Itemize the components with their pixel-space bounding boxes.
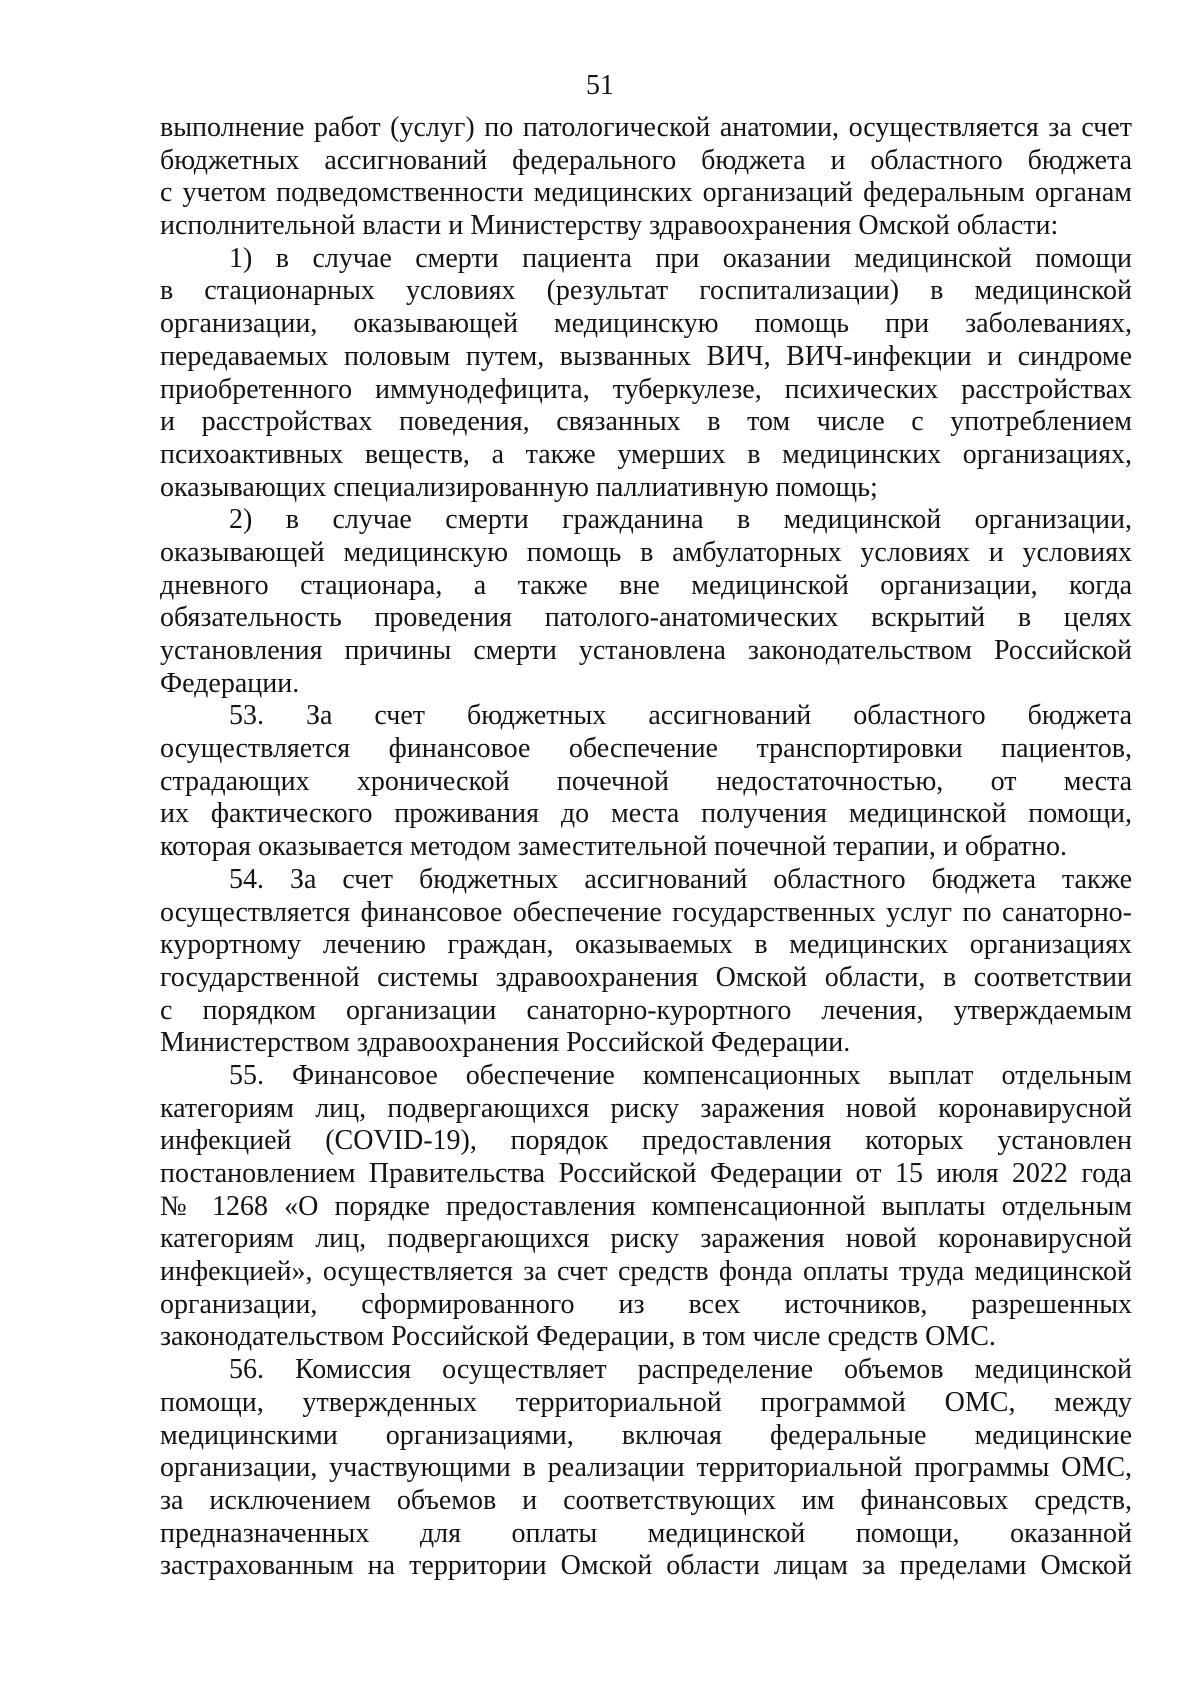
text-line: 56. Комиссия осуществляет распределение объемов медицинской: [229, 1354, 1132, 1386]
text-line: застрахованным на территории Омской области лицам за пределами Омской: [160, 1550, 1132, 1582]
text-line: в стационарных условиях (результат госпитализации) в медицинской: [160, 275, 1132, 307]
text-line: их фактического проживания до места получения медицинской помощи,: [160, 798, 1132, 830]
text-line: оказывающих специализированную паллиативную помощь;: [160, 471, 878, 503]
text-line: установления причины смерти установлена законодательством Российской: [160, 635, 1132, 666]
text-line: организации, оказывающей медицинскую помощь при заболеваниях,: [160, 308, 1132, 340]
text-line: осуществляется финансовое обеспечение государственных услуг по санаторно-: [160, 896, 1132, 928]
text-line: 55. Финансовое обеспечение компенсационных выплат отдельным: [229, 1059, 1132, 1091]
text-line: инфекцией (COVID-19), порядок предоставления которых установлен: [160, 1125, 1132, 1157]
text-line: постановлением Правительства Российской Федерации от 15 июля 2022 года: [160, 1158, 1132, 1189]
page-number: 51: [586, 70, 614, 101]
text-line: помощи, утвержденных территориальной программой ОМС, между: [160, 1386, 1132, 1418]
text-line: курортному лечению граждан, оказываемых в медицинских организациях: [160, 929, 1132, 961]
text-line: организации, участвующими в реализации территориальной программы ОМС,: [160, 1452, 1132, 1484]
text-line: Федерации.: [160, 667, 300, 699]
text-line: Министерством здравоохранения Российской Федерации.: [160, 1027, 851, 1059]
text-line: предназначенных для оплаты медицинской помощи, оказанной: [160, 1517, 1132, 1549]
text-line: № 1268 «О порядке предоставления компенсационной выплаты отдельным: [160, 1190, 1132, 1222]
text-line: психоактивных веществ, а также умерших в медицинских организациях,: [160, 438, 1132, 470]
text-line: осуществляется финансовое обеспечение транспортировки пациентов,: [160, 733, 1132, 765]
text-line: законодательством Российской Федерации, в том числе средств ОМС.: [160, 1321, 996, 1353]
text-line: с учетом подведомственности медицинских организаций федеральным органам: [160, 177, 1132, 209]
text-line: передаваемых половым путем, вызванных ВИЧ, ВИЧ-инфекции и синдроме: [160, 340, 1132, 372]
text-line: 2) в случае смерти гражданина в медицинской организации,: [229, 504, 1132, 536]
text-line: 1) в случае смерти пациента при оказании медицинской помощи: [229, 242, 1132, 274]
text-line: оказывающей медицинскую помощь в амбулаторных условиях и условиях: [160, 536, 1132, 568]
text-line: категориям лиц, подвергающихся риску заражения новой коронавирусной: [160, 1223, 1132, 1255]
text-line: с порядком организации санаторно-курортного лечения, утверждаемым: [160, 994, 1132, 1026]
text-line: обязательность проведения патолого-анатомических вскрытий в целях: [160, 602, 1132, 634]
text-line: инфекцией», осуществляется за счет средств фонда оплаты труда медицинской: [160, 1256, 1132, 1288]
text-line: медицинскими организациями, включая федеральные медицинские: [160, 1419, 1132, 1451]
text-line: категориям лиц, подвергающихся риску заражения новой коронавирусной: [160, 1092, 1132, 1124]
text-line: дневного стационара, а также вне медицинской организации, когда: [160, 569, 1132, 601]
text-line: исполнительной власти и Министерству здравоохранения Омской области:: [160, 210, 1059, 242]
body-text: [160, 112, 1132, 1583]
text-line: выполнение работ (услуг) по патологической анатомии, осуществляется за счет: [160, 112, 1132, 143]
text-line: 54. За счет бюджетных ассигнований областного бюджета также: [229, 863, 1132, 895]
text-line: за исключением объемов и соответствующих им финансовых средств,: [160, 1484, 1132, 1516]
text-line: 53. За счет бюджетных ассигнований областного бюджета: [229, 700, 1132, 732]
text-line: бюджетных ассигнований федерального бюджета и областного бюджета: [160, 144, 1132, 176]
text-line: государственной системы здравоохранения Омской области, в соответствии: [160, 961, 1132, 993]
text-line: приобретенного иммунодефицита, туберкулезе, психических расстройствах: [160, 373, 1132, 405]
text-line: страдающих хронической почечной недостаточностью, от места: [160, 765, 1132, 797]
text-line: организации, сформированного из всех источников, разрешенных: [160, 1288, 1132, 1320]
text-line: и расстройствах поведения, связанных в том числе с употреблением: [160, 406, 1132, 438]
text-line: которая оказывается методом заместительной почечной терапии, и обратно.: [160, 831, 1068, 863]
